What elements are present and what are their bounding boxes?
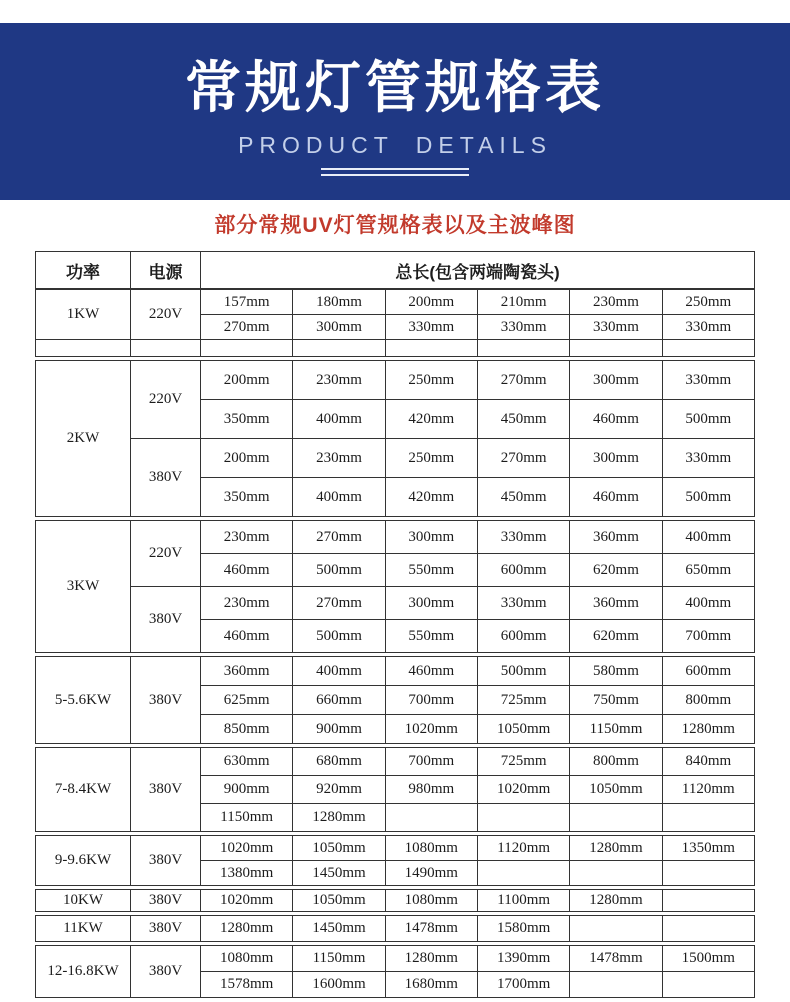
- length-cell: 1280mm: [570, 890, 662, 912]
- length-cell: 620mm: [570, 620, 662, 653]
- length-cell: 980mm: [385, 776, 477, 804]
- spec-header-row: [36, 252, 755, 289]
- length-cell: 630mm: [201, 748, 293, 776]
- length-cell: 330mm: [477, 587, 569, 620]
- length-cell: 800mm: [662, 686, 754, 715]
- length-cell: 330mm: [477, 521, 569, 554]
- length-cell: 1120mm: [662, 776, 754, 804]
- power-cell: 12-16.8KW: [36, 946, 131, 998]
- length-cell: 725mm: [477, 748, 569, 776]
- spacer-row: [36, 340, 755, 357]
- length-cell: 270mm: [293, 521, 385, 554]
- length-cell: 270mm: [201, 315, 293, 340]
- empty-cell: [477, 804, 569, 832]
- length-cell: 900mm: [293, 715, 385, 744]
- empty-cell: [662, 916, 754, 942]
- length-cell: 210mm: [477, 290, 569, 315]
- length-cell: 600mm: [477, 554, 569, 587]
- length-cell: 500mm: [477, 657, 569, 686]
- length-cell: 230mm: [293, 439, 385, 478]
- table-row: [36, 290, 755, 315]
- length-cell: 1050mm: [293, 890, 385, 912]
- table-row: [36, 587, 755, 620]
- length-cell: 400mm: [662, 587, 754, 620]
- length-cell: 270mm: [477, 361, 569, 400]
- voltage-cell: 380V: [131, 836, 201, 886]
- power-cell: 11KW: [36, 916, 131, 942]
- length-cell: 1050mm: [477, 715, 569, 744]
- table-row: [36, 916, 755, 942]
- length-cell: 230mm: [201, 521, 293, 554]
- header-length: 总长(包含两端陶瓷头): [201, 252, 755, 289]
- length-cell: 750mm: [570, 686, 662, 715]
- length-cell: 1280mm: [293, 804, 385, 832]
- length-cell: 300mm: [570, 439, 662, 478]
- empty-cell: [662, 804, 754, 832]
- power-cell: 7-8.4KW: [36, 748, 131, 832]
- length-cell: 460mm: [201, 620, 293, 653]
- length-cell: 330mm: [570, 315, 662, 340]
- table-row: [36, 946, 755, 972]
- length-cell: 1150mm: [293, 946, 385, 972]
- length-cell: 400mm: [293, 400, 385, 439]
- table-row: [36, 361, 755, 400]
- length-cell: 500mm: [293, 620, 385, 653]
- length-cell: 350mm: [201, 400, 293, 439]
- length-cell: 1478mm: [570, 946, 662, 972]
- length-cell: 1120mm: [477, 836, 569, 861]
- length-cell: 1080mm: [201, 946, 293, 972]
- banner-subtitle: PRODUCT DETAILS: [238, 131, 552, 158]
- length-cell: 1490mm: [385, 861, 477, 886]
- length-cell: 800mm: [570, 748, 662, 776]
- length-cell: 360mm: [570, 521, 662, 554]
- length-cell: 460mm: [570, 400, 662, 439]
- length-cell: 1450mm: [293, 916, 385, 942]
- spec-section: [35, 289, 755, 357]
- spec-section: [35, 656, 755, 744]
- length-cell: 500mm: [293, 554, 385, 587]
- length-cell: 660mm: [293, 686, 385, 715]
- length-cell: 500mm: [662, 478, 754, 517]
- spec-table-sections: [35, 289, 755, 998]
- length-cell: 300mm: [385, 587, 477, 620]
- header-supply: 电源: [131, 252, 201, 289]
- length-cell: 900mm: [201, 776, 293, 804]
- length-cell: 725mm: [477, 686, 569, 715]
- section-heading: 部分常规UV灯管规格表以及主波峰图: [214, 214, 576, 237]
- length-cell: 1500mm: [662, 946, 754, 972]
- length-cell: 1450mm: [293, 861, 385, 886]
- empty-cell: [662, 972, 754, 998]
- length-cell: 1380mm: [201, 861, 293, 886]
- voltage-cell: 220V: [131, 290, 201, 340]
- power-cell: 3KW: [36, 521, 131, 653]
- length-cell: 330mm: [662, 439, 754, 478]
- length-cell: 350mm: [201, 478, 293, 517]
- length-cell: 400mm: [662, 521, 754, 554]
- length-cell: 450mm: [477, 400, 569, 439]
- empty-cell: [477, 340, 569, 357]
- empty-cell: [570, 916, 662, 942]
- length-cell: 600mm: [477, 620, 569, 653]
- length-cell: 1600mm: [293, 972, 385, 998]
- table-row: [36, 890, 755, 912]
- length-cell: 1020mm: [385, 715, 477, 744]
- length-cell: 680mm: [293, 748, 385, 776]
- power-cell: 2KW: [36, 361, 131, 517]
- length-cell: 580mm: [570, 657, 662, 686]
- power-cell: 5-5.6KW: [36, 657, 131, 744]
- length-cell: 270mm: [293, 587, 385, 620]
- length-cell: 400mm: [293, 478, 385, 517]
- length-cell: 550mm: [385, 620, 477, 653]
- length-cell: 330mm: [662, 361, 754, 400]
- spec-section: [35, 360, 755, 517]
- length-cell: 400mm: [293, 657, 385, 686]
- empty-cell: [201, 340, 293, 357]
- banner-underline-decoration: [321, 168, 469, 176]
- empty-cell: [570, 972, 662, 998]
- length-cell: 1680mm: [385, 972, 477, 998]
- length-cell: 230mm: [293, 361, 385, 400]
- length-cell: 460mm: [385, 657, 477, 686]
- length-cell: 600mm: [662, 657, 754, 686]
- voltage-cell: 380V: [131, 748, 201, 832]
- table-row: [36, 657, 755, 686]
- spec-section: [35, 520, 755, 653]
- length-cell: 500mm: [662, 400, 754, 439]
- length-cell: 250mm: [385, 439, 477, 478]
- voltage-cell: 380V: [131, 657, 201, 744]
- length-cell: 330mm: [477, 315, 569, 340]
- length-cell: 200mm: [201, 361, 293, 400]
- length-cell: 1280mm: [201, 916, 293, 942]
- length-cell: 270mm: [477, 439, 569, 478]
- length-cell: 1478mm: [385, 916, 477, 942]
- length-cell: 1080mm: [385, 836, 477, 861]
- power-cell: 9-9.6KW: [36, 836, 131, 886]
- length-cell: 450mm: [477, 478, 569, 517]
- length-cell: 157mm: [201, 290, 293, 315]
- empty-cell: [131, 340, 201, 357]
- power-cell: 10KW: [36, 890, 131, 912]
- length-cell: 360mm: [570, 587, 662, 620]
- banner: [0, 23, 790, 200]
- length-cell: 300mm: [385, 521, 477, 554]
- length-cell: 550mm: [385, 554, 477, 587]
- length-cell: 650mm: [662, 554, 754, 587]
- length-cell: 330mm: [662, 315, 754, 340]
- length-cell: 1700mm: [477, 972, 569, 998]
- header-power: 功率: [36, 252, 131, 289]
- voltage-cell: 380V: [131, 890, 201, 912]
- length-cell: 1280mm: [570, 836, 662, 861]
- empty-cell: [662, 890, 754, 912]
- length-cell: 1150mm: [570, 715, 662, 744]
- length-cell: 360mm: [201, 657, 293, 686]
- length-cell: 625mm: [201, 686, 293, 715]
- spec-section: [35, 915, 755, 942]
- length-cell: 1578mm: [201, 972, 293, 998]
- length-cell: 1150mm: [201, 804, 293, 832]
- length-cell: 460mm: [570, 478, 662, 517]
- length-cell: 200mm: [201, 439, 293, 478]
- length-cell: 1050mm: [570, 776, 662, 804]
- length-cell: 420mm: [385, 400, 477, 439]
- empty-cell: [570, 804, 662, 832]
- length-cell: 700mm: [385, 686, 477, 715]
- length-cell: 460mm: [201, 554, 293, 587]
- length-cell: 1580mm: [477, 916, 569, 942]
- voltage-cell: 380V: [131, 946, 201, 998]
- length-cell: 200mm: [385, 290, 477, 315]
- length-cell: 1020mm: [201, 836, 293, 861]
- length-cell: 300mm: [570, 361, 662, 400]
- empty-cell: [385, 340, 477, 357]
- length-cell: 330mm: [385, 315, 477, 340]
- spec-table: [35, 251, 755, 998]
- table-row: [36, 439, 755, 478]
- banner-title: 常规灯管规格表: [185, 56, 605, 119]
- spec-section: [35, 889, 755, 912]
- length-cell: 1080mm: [385, 890, 477, 912]
- length-cell: 1350mm: [662, 836, 754, 861]
- empty-cell: [293, 340, 385, 357]
- length-cell: 1280mm: [385, 946, 477, 972]
- empty-cell: [570, 340, 662, 357]
- table-row: [36, 748, 755, 776]
- length-cell: 700mm: [662, 620, 754, 653]
- empty-cell: [570, 861, 662, 886]
- length-cell: 1020mm: [477, 776, 569, 804]
- voltage-cell: 380V: [131, 916, 201, 942]
- length-cell: 920mm: [293, 776, 385, 804]
- length-cell: 300mm: [293, 315, 385, 340]
- voltage-cell: 380V: [131, 439, 201, 517]
- length-cell: 850mm: [201, 715, 293, 744]
- empty-cell: [385, 804, 477, 832]
- empty-cell: [36, 340, 131, 357]
- empty-cell: [477, 861, 569, 886]
- length-cell: 1280mm: [662, 715, 754, 744]
- voltage-cell: 220V: [131, 521, 201, 587]
- length-cell: 250mm: [662, 290, 754, 315]
- length-cell: 230mm: [201, 587, 293, 620]
- length-cell: 1100mm: [477, 890, 569, 912]
- length-cell: 1050mm: [293, 836, 385, 861]
- length-cell: 420mm: [385, 478, 477, 517]
- table-row: [36, 836, 755, 861]
- length-cell: 840mm: [662, 748, 754, 776]
- table-row: [36, 521, 755, 554]
- length-cell: 620mm: [570, 554, 662, 587]
- spec-section: [35, 747, 755, 832]
- spec-section: [35, 945, 755, 998]
- empty-cell: [662, 340, 754, 357]
- power-cell: 1KW: [36, 290, 131, 340]
- length-cell: 1020mm: [201, 890, 293, 912]
- spec-section: [35, 835, 755, 886]
- length-cell: 1390mm: [477, 946, 569, 972]
- length-cell: 250mm: [385, 361, 477, 400]
- length-cell: 230mm: [570, 290, 662, 315]
- voltage-cell: 380V: [131, 587, 201, 653]
- empty-cell: [662, 861, 754, 886]
- spec-table-header: [35, 251, 755, 289]
- length-cell: 180mm: [293, 290, 385, 315]
- length-cell: 700mm: [385, 748, 477, 776]
- voltage-cell: 220V: [131, 361, 201, 439]
